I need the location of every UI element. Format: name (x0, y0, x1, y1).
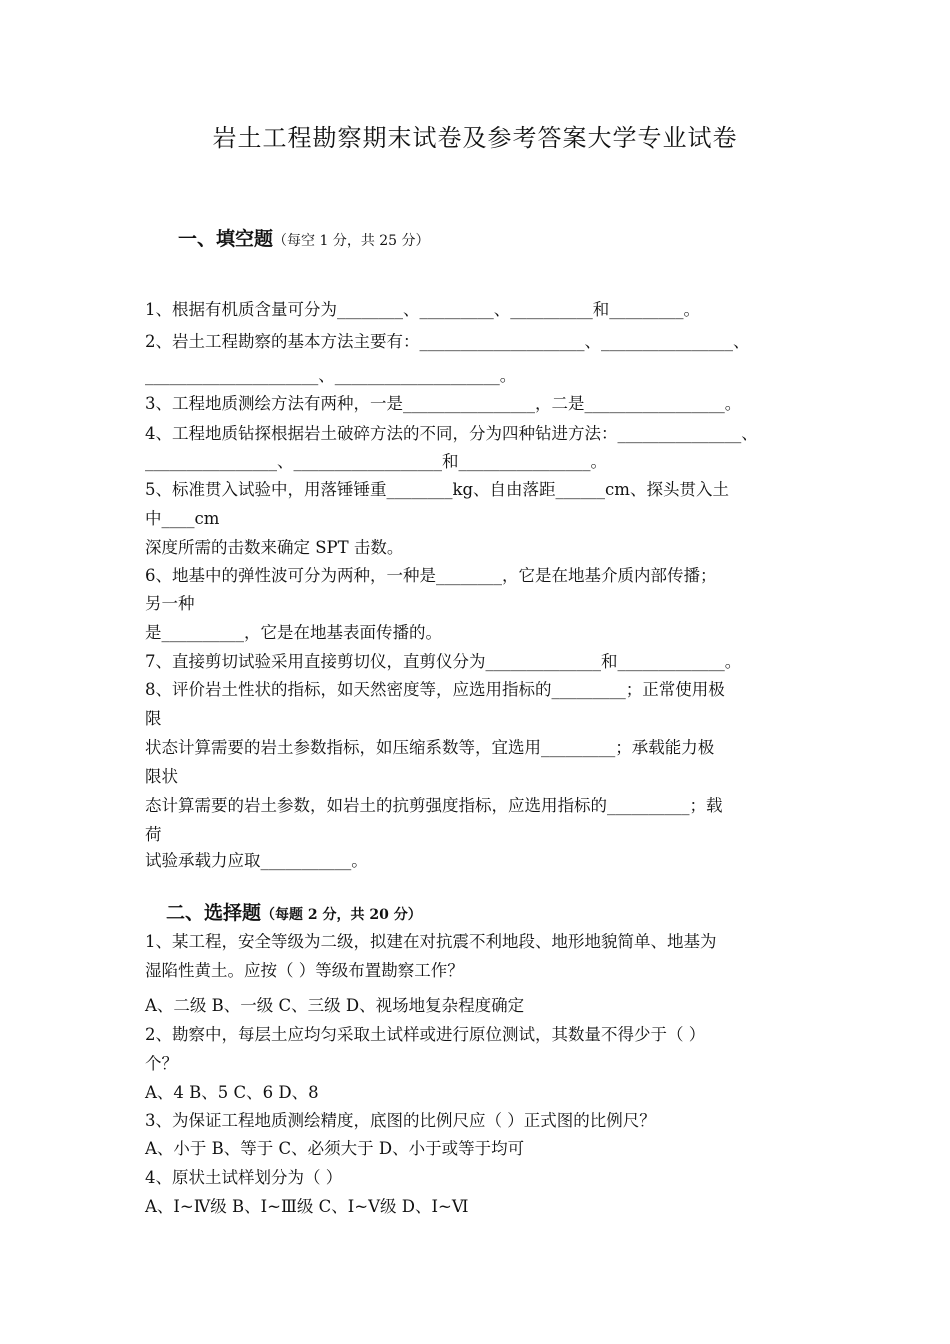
q2-line-5: 个？ (145, 1054, 178, 1073)
q2-line-4: 2、勘察中，每层土应均匀采取土试样或进行原位测试，其数量不得少于（ ） (145, 1025, 706, 1044)
q2-line-8: A、小于 B、等于 C、必须大于 D、小于或等于均可 (145, 1139, 525, 1158)
q1-line-15: 限 (145, 709, 162, 728)
q1-line-19: 荷 (145, 825, 162, 844)
q2-line-7: 3、为保证工程地质测绘精度，底图的比例尺应（ ）正式图的比例尺？ (145, 1111, 656, 1130)
q1-line-13: 7、直接剪切试验采用直接剪切仪，直剪仪分为______________和_____________。 (145, 652, 742, 671)
section2-note: （每题 2 分，共 20 分） (261, 907, 422, 923)
q2-line-6: A、4 B、5 C、6 D、8 (145, 1083, 319, 1102)
q2-line-10: A、Ⅰ~Ⅳ级 B、Ⅰ~Ⅲ级 C、Ⅰ~Ⅴ级 D、Ⅰ~Ⅵ (145, 1197, 469, 1216)
q1-line-2: 2、岩土工程勘察的基本方法主要有：____________________、________________、 (145, 332, 750, 351)
q1-line-17: 限状 (145, 767, 178, 786)
page-title: 岩土工程勘察期末试卷及参考答案大学专业试卷 (212, 124, 738, 152)
q1-line-16: 状态计算需要的岩土参数指标，如压缩系数等，宜选用_________；承载能力极 (145, 738, 715, 757)
q1-line-10: 6、地基中的弹性波可分为两种，一种是________，它是在地基介质内部传播； (145, 566, 717, 585)
q1-line-20: 试验承载力应取___________。 (145, 851, 368, 870)
q1-line-3: _____________________、____________________。 (145, 366, 517, 385)
q2-line-2: 湿陷性黄土。应按（ ）等级布置勘察工作？ (145, 961, 464, 980)
q2-line-3: A、二级 B、一级 C、三级 D、视场地复杂程度确定 (145, 996, 525, 1015)
section1-title: 一、填空题 (178, 228, 274, 250)
q1-line-1: 1、根据有机质含量可分为________、_________、__________和_________。 (145, 300, 700, 319)
q2-line-9: 4、原状土试样划分为（ ） (145, 1168, 343, 1187)
q1-line-12: 是__________，它是在地基表面传播的。 (145, 623, 442, 642)
q1-line-4: 3、工程地质测绘方法有两种，一是________________，二是_________________。 (145, 394, 742, 413)
q1-line-6: ________________、__________________和________________。 (145, 452, 607, 471)
section1-note: （每空 1 分，共 25 分） (273, 233, 430, 249)
q1-line-5: 4、工程地质钻探根据岩土破碎方法的不同，分为四种钻进方法：_______________、 (145, 424, 758, 443)
q1-line-14: 8、评价岩土性状的指标，如天然密度等，应选用指标的_________；正常使用极 (145, 680, 725, 699)
q1-line-11: 另一种 (145, 594, 195, 613)
section2-heading (166, 898, 422, 925)
section2-title: 二、选择题 (166, 902, 262, 924)
section1-heading (178, 224, 430, 251)
q2-line-1: 1、某工程，安全等级为二级，拟建在对抗震不利地段、地形地貌简单、地基为 (145, 932, 717, 951)
q1-line-8: 中____cm (145, 509, 220, 528)
q1-line-9: 深度所需的击数来确定 SPT 击数。 (145, 538, 404, 557)
q1-line-7: 5、标准贯入试验中，用落锤锤重________kg、自由落距______cm、探头贯入土 (145, 480, 729, 499)
q1-line-18: 态计算需要的岩土参数，如岩土的抗剪强度指标，应选用指标的__________；载 (145, 796, 723, 815)
